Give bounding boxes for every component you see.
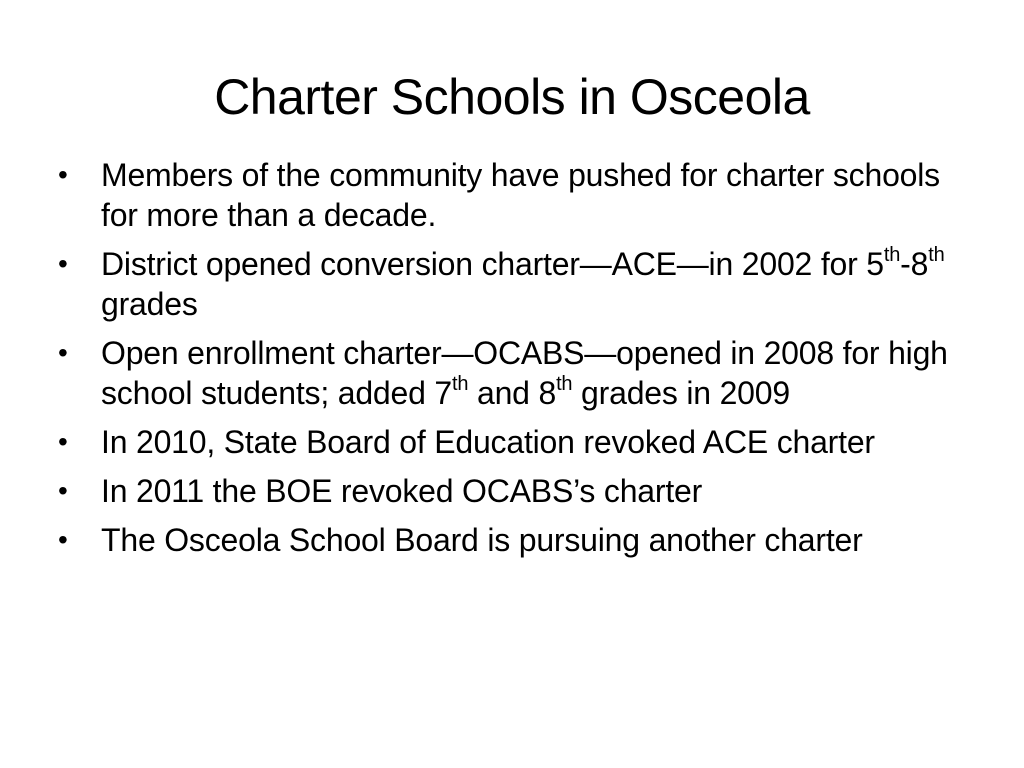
bullet-icon: • <box>58 475 68 506</box>
bullet-text: Members of the community have pushed for charter schools for more than a decade. <box>101 157 940 233</box>
bullet-icon: • <box>58 337 68 368</box>
bullet-text: The Osceola School Board is pursuing another charter <box>101 522 863 558</box>
ordinal-suffix: th <box>928 244 945 267</box>
bullet-text-part: grades <box>101 286 198 322</box>
bullet-list <box>58 155 958 569</box>
bullet-item-ocabs-revoked <box>58 471 958 511</box>
bullet-item-ocabs <box>58 333 958 413</box>
bullet-item-school-board <box>58 520 958 560</box>
bullet-text: In 2010, State Board of Education revoked ACE charter <box>101 424 875 460</box>
bullet-item-ace <box>58 244 958 324</box>
bullet-text-part: and 8 <box>468 375 557 411</box>
bullet-icon: • <box>58 524 68 555</box>
bullet-item-ace-revoked <box>58 422 958 462</box>
bullet-text-part: -8 <box>900 246 929 282</box>
bullet-text-part: District opened conversion charter—ACE—in 2002 for 5 <box>101 246 884 282</box>
bullet-text-part: Open enrollment charter—OCABS—opened in 2008 for high school students; added 7 <box>101 335 948 411</box>
bullet-text: In 2011 the BOE revoked OCABS’s charter <box>101 473 703 509</box>
bullet-icon: • <box>58 426 68 457</box>
bullet-icon: • <box>58 159 68 190</box>
bullet-text-part: grades in 2009 <box>572 375 790 411</box>
bullet-item-community <box>58 155 958 235</box>
ordinal-suffix: th <box>452 373 469 396</box>
bullet-icon: • <box>58 248 68 279</box>
slide-title: Charter Schools in Osceola <box>214 69 810 125</box>
ordinal-suffix: th <box>556 373 573 396</box>
ordinal-suffix: th <box>883 244 901 267</box>
